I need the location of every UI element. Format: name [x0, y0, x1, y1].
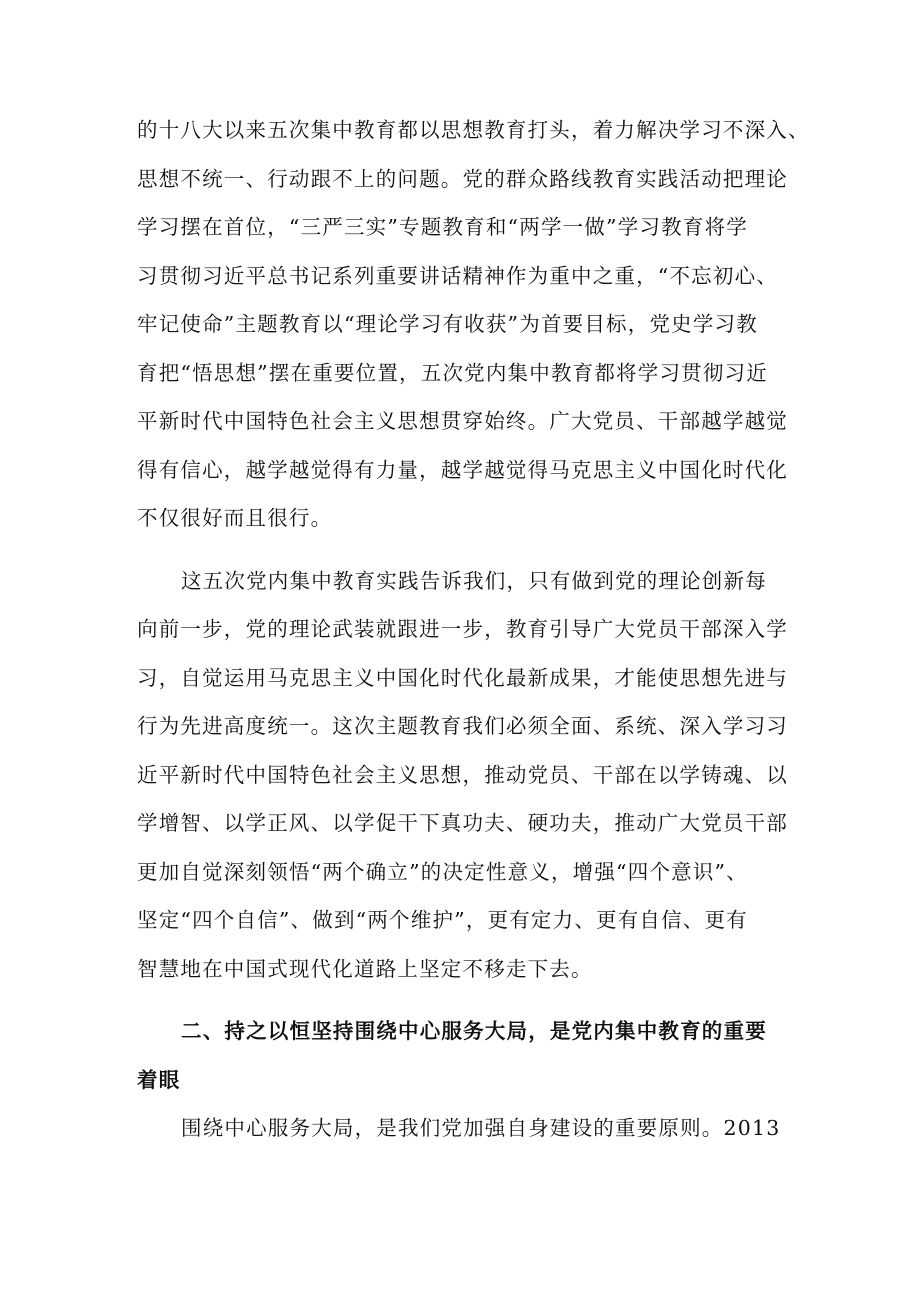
text-line: 育把“悟思想”摆在重要位置，五次党内集中教育都将学习贯彻习近 [137, 360, 768, 385]
section-heading [137, 1007, 777, 1104]
text-line: 学增智、以学正风、以学促干下真功夫、硬功夫，推动广大党员干部 [137, 811, 788, 835]
paragraph-continued [137, 106, 810, 543]
document-body [137, 106, 810, 1153]
text-line: 习贯彻习近平总书记系列重要讲话精神作为重中之重，“不忘初心、 [137, 263, 778, 288]
text-line: 更加自觉深刻领悟“两个确立”的决定性意义，增强“四个意识”、 [137, 859, 748, 884]
text-line: 不仅很好而且很行。 [137, 506, 333, 530]
text-line: 向前一步，党的理论武装就跟进一步，教育引导广大党员干部深入学 [137, 617, 788, 641]
text-line: 智慧地在中国式现代化道路上坚定不移走下去。 [137, 956, 593, 981]
paragraph-center-service [137, 1104, 781, 1153]
text-line: 学习摆在首位，“三严三实”专题教育和“两学一做”学习教育将学 [137, 215, 748, 239]
text-line: 这五次党内集中教育实践告诉我们，只有做到党的理论创新每 [181, 568, 767, 593]
text-line: 平新时代中国特色社会主义思想贯穿始终。广大党员、干部越学越觉 [137, 409, 788, 433]
heading-line: 二、持之以恒坚持围绕中心服务大局，是党内集中教育的重要 [181, 1019, 767, 1043]
paragraph-spacing [137, 543, 777, 557]
text-line: 坚定“四个自信”、做到“两个维护”，更有定力、更有自信、更有 [137, 908, 748, 932]
paragraph-practice [137, 557, 788, 994]
text-line: 围绕中心服务大局，是我们党加强自身建设的重要原则。2013 [181, 1116, 781, 1140]
paragraph-spacing [137, 993, 777, 1007]
text-line: 得有信心，越学越觉得有力量，越学越觉得马克思主义中国化时代化 [137, 457, 788, 482]
text-line: 行为先进高度统一。这次主题教育我们必须全面、系统、深入学习习 [137, 714, 788, 738]
heading-line: 着眼 [137, 1067, 181, 1092]
text-line: 牢记使命”主题教育以“理论学习有收获”为首要目标，党史学习教 [137, 312, 758, 336]
text-line: 近平新时代中国特色社会主义思想，推动党员、干部在以学铸魂、以 [137, 762, 788, 787]
text-line: 习，自觉运用马克思主义中国化时代化最新成果，才能使思想先进与 [137, 665, 788, 690]
text-line: 思想不统一、行动跟不上的问题。党的群众路线教育实践活动把理论 [137, 166, 788, 191]
text-line: 的十八大以来五次集中教育都以思想教育打头，着力解决学习不深入、 [137, 118, 810, 142]
